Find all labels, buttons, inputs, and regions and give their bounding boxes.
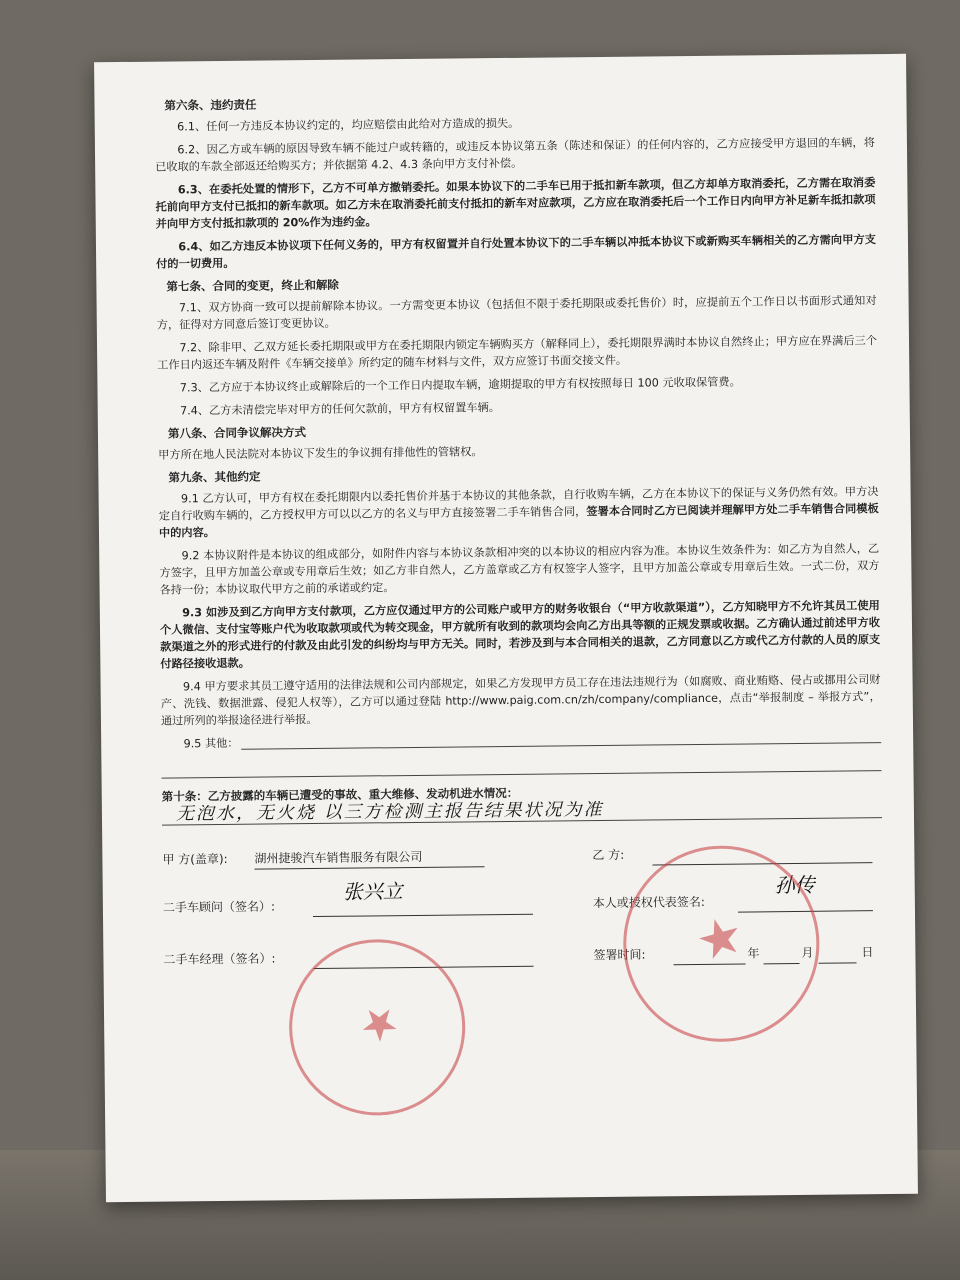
clause-9-1-bold: 签署本合同时乙方已阅读并理解甲方处二手车销售合同模板中的内容。 bbox=[158, 502, 879, 540]
clause-9-5-line bbox=[241, 742, 881, 750]
clause-6-4: 6.4、如乙方违反本协议项下任何义务的，甲方有权留置并自行处置本协议下的二手车辆以冲抵本协议下或新购买车辆相关的乙方需向甲方支付的一切费用。 bbox=[156, 233, 877, 271]
party-a-label: 甲 方(盖章): bbox=[162, 851, 228, 867]
rep-signature: 孙传 bbox=[774, 872, 815, 898]
clause-6-2: 6.2、因乙方或车辆的原因导致车辆不能过户或转籍的，或违反本协议第五条（陈述和保证）的任何内容的，乙方应接受甲方退回的车辆，将已收取的车款全部返还给购买方；并依据第 4.2、4.3 条向甲方支付补偿。 bbox=[155, 136, 876, 174]
party-b-label: 乙 方: bbox=[592, 847, 625, 863]
clause-9-5 bbox=[161, 728, 881, 756]
seal-star-icon: ★ bbox=[349, 991, 411, 1056]
advisor-signature: 张兴立 bbox=[342, 879, 403, 904]
date-month: 月 bbox=[801, 945, 814, 960]
article9-title: 第九条、其他约定 bbox=[168, 469, 261, 485]
clause-9-4: 9.4 甲方要求其员工遵守适用的法律法规和公司内部规定，如果乙方发现甲方员工存在违法违规行为（如腐败、商业贿赂、侵占或挪用公司财产、洗钱、数据泄露、侵犯人权等），乙方可以通过登陆 http://www.paig.com.cn/zh/company/compliance，点击“举报制度 – 举报方式”，通过所列的举报途径进行举报。 bbox=[160, 673, 881, 728]
seal-star-icon-2: ★ bbox=[689, 903, 751, 975]
date-year: 年 bbox=[747, 946, 760, 961]
clause-7-4: 7.4、乙方未清偿完毕对甲方的任何欠款前，甲方有权留置车辆。 bbox=[180, 401, 501, 418]
clause-9-2: 9.2 本协议附件是本协议的组成部分，如附件内容与本协议条款相冲突的以本协议的相应内容为准。本协议生效条件为：如乙方为自然人，乙方签字，且甲方加盖公章或专用章后生效；如乙方非自然人，乙方盖章或乙方有权签字人签字，且甲方加盖公章或专用章后生效。一式二份，双方各持一份；本协议取代甲方之前的承诺或约定。 bbox=[159, 542, 880, 597]
clause-9-5-label: 9.5 其他： bbox=[183, 736, 239, 751]
manager-label: 二手车经理（签名）: bbox=[163, 951, 276, 967]
date-day-line bbox=[818, 944, 856, 963]
clause-6-3: 6.3、在委托处置的情形下，乙方不可单方撤销委托。如果本协议下的二手车已用于抵扣新车款项，但乙方却单方取消委托，乙方需在取消委托前向甲方支付已抵扣的新车款项。如乙方未在取消委托前支付抵扣的新车对应款项，乙方应在取消委托后一个工作日内向甲方补足新车抵扣款项并向甲方支付抵扣款项的 20%作为违约金。 bbox=[155, 176, 876, 231]
clause-6-1: 6.1、任何一方违反本协议约定的，均应赔偿由此给对方造成的损失。 bbox=[177, 116, 520, 134]
contract-page bbox=[94, 54, 918, 1202]
date-day: 日 bbox=[861, 945, 874, 960]
party-a-value: 湖州捷骏汽车销售服务有限公司 bbox=[254, 848, 484, 869]
clause-7-3: 7.3、乙方应于本协议终止或解除后的一个工作日内提取车辆，逾期提取的甲方有权按照每日 100 元收取保管费。 bbox=[179, 375, 741, 395]
clause-7-2: 7.2、除非甲、乙双方延长委托期限或甲方在委托期限内锁定车辆购买方（解释同上），委托期限界满时本协议自然终止；甲方应在界满后三个工作日内返还车辆及附件《车辆交接单》所约定的随车材料与文件，双方应签订书面交接文件。 bbox=[157, 334, 878, 372]
advisor-label: 二手车顾问（签名）: bbox=[162, 899, 276, 915]
clause-7-1: 7.1、双方协商一致可以提前解除本协议。一方需变更本协议（包括但不限于委托期限或委托售价）时，应提前五个工作日以书面形式通知对方，征得对方同意后签订变更协议。 bbox=[156, 294, 877, 332]
article10-title: 第十条：乙方披露的车辆已遭受的事故、重大维修、发动机进水情况： bbox=[161, 785, 519, 804]
clause-9-1-text: 9.1 乙方认可，甲方有权在委托期限内以委托售价并基于本协议的其他条款，自行收购车辆，乙方在本协议下的保证与义务仍然有效。甲方决定自行收购车辆的，乙方授权甲方可以以乙方的名义与甲方直接签署二手车销售合同， bbox=[158, 485, 879, 523]
handwritten-disclosure: 无泡水，无火烧 以三方检测主报告结果状况为准 bbox=[162, 798, 882, 826]
article7-title: 第七条、合同的变更，终止和解除 bbox=[166, 277, 339, 294]
date-label: 签署时间: bbox=[593, 947, 646, 963]
clause-9-1 bbox=[159, 483, 879, 542]
clause-9-3: 9.3 如涉及到乙方向甲方支付款项，乙方应仅通过甲方的公司账户或甲方的财务收银台（“甲方收款渠道”），乙方知晓甲方不允许其员工使用个人微信、支付宝等账户代为收取款项或代为转交现金，甲方就所有收到的款项均会向乙方出具等额的正规发票或收据。乙方确认通过前述甲方收款渠道之外的形式进行的付款及由此引发的纠纷均与甲方无关。同时，若涉及到与本合同相关的退款，乙方同意以乙方或代乙方付款的人员的原支付路径接收退款。 bbox=[159, 599, 881, 671]
article8-title: 第八条、合同争议解决方式 bbox=[167, 425, 307, 441]
rep-label: 本人或授权代表签名: bbox=[592, 894, 705, 911]
article6-title: 第六条、违约责任 bbox=[164, 97, 257, 113]
clause-8: 甲方所在地人民法院对本协议下发生的争议拥有排他性的管辖权。 bbox=[158, 445, 483, 462]
blank-line bbox=[161, 754, 881, 779]
